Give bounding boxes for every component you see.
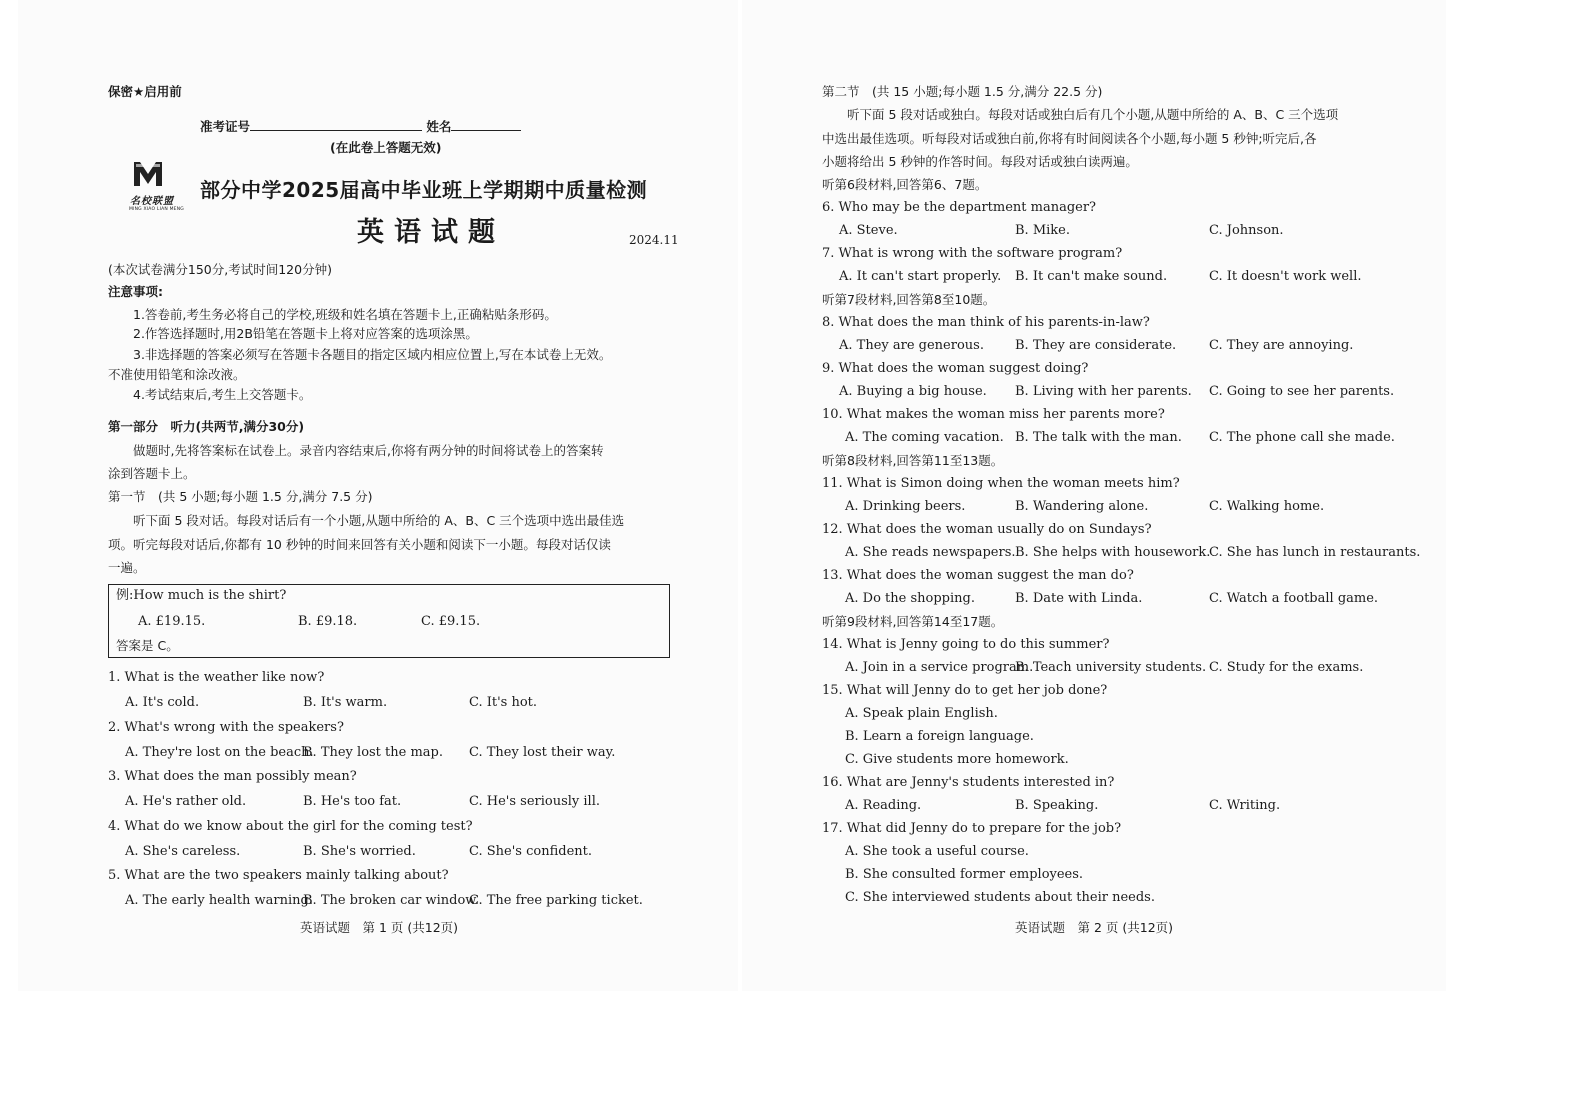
- logo-pinyin: MING XIAO LIAN MENG: [129, 207, 184, 212]
- question-11: 11. What is Simon doing when the woman meets him?: [822, 476, 1180, 491]
- q6-option-c[interactable]: C. Johnson.: [1209, 223, 1284, 238]
- candidate-id-row: [200, 118, 521, 136]
- q4-option-c[interactable]: C. She's confident.: [469, 844, 592, 859]
- section1-instr-2: 项。听完每段对话后,你都有 10 秒钟的时间来回答有关小题和阅读下一小题。每段对话仅读: [108, 537, 611, 552]
- section2-instr-3: 小题将给出 5 秒钟的作答时间。每段对话或独白读两遍。: [822, 154, 1138, 169]
- exam-info: (本次试卷满分150分,考试时间120分钟): [108, 262, 332, 277]
- q16-option-a[interactable]: A. Reading.: [845, 798, 922, 813]
- exam-date: 2024.11: [629, 233, 679, 247]
- q8-option-a[interactable]: A. They are generous.: [839, 338, 984, 353]
- example-answer: 答案是 C。: [116, 638, 179, 653]
- q6-option-b[interactable]: B. Mike.: [1015, 223, 1070, 238]
- notes-title: 注意事项:: [108, 284, 163, 299]
- question-3: 3. What does the man possibly mean?: [108, 769, 357, 784]
- q5-option-b[interactable]: B. The broken car window.: [303, 893, 480, 908]
- q2-option-c[interactable]: C. They lost their way.: [469, 745, 616, 760]
- section2-instr-2: 中选出最佳选项。听每段对话或独白前,你将有时间阅读各个小题,每小题 5 秒钟;听完后,各: [822, 131, 1317, 146]
- q4-option-a[interactable]: A. She's careless.: [125, 844, 241, 859]
- q10-option-b[interactable]: B. The talk with the man.: [1015, 430, 1182, 445]
- note-3: 3.非选择题的答案必须写在答题卡各题目的指定区域内相应位置上,写在本试卷上无效。: [133, 347, 612, 362]
- part1-title: 第一部分 听力(共两节,满分30分): [108, 419, 305, 434]
- subject-title: 英语试题: [357, 217, 505, 248]
- logo-text: 名校联盟: [130, 196, 174, 207]
- q14-option-c[interactable]: C. Study for the exams.: [1209, 660, 1364, 675]
- q9-option-b[interactable]: B. Living with her parents.: [1015, 384, 1192, 399]
- question-8: 8. What does the man think of his parents-in-law?: [822, 315, 1150, 330]
- question-9: 9. What does the woman suggest doing?: [822, 361, 1089, 376]
- q6-option-a[interactable]: A. Steve.: [839, 223, 898, 238]
- candidate-id-label: 准考证号: [200, 119, 251, 134]
- q13-option-c[interactable]: C. Watch a football game.: [1209, 591, 1379, 606]
- q13-option-a[interactable]: A. Do the shopping.: [845, 591, 975, 606]
- q11-option-c[interactable]: C. Walking home.: [1209, 499, 1325, 514]
- q12-option-a[interactable]: A. She reads newspapers.: [845, 545, 1016, 560]
- q7-option-a[interactable]: A. It can't start properly.: [839, 269, 1002, 284]
- q15-option-b[interactable]: B. Learn a foreign language.: [845, 729, 1034, 744]
- q12-option-b[interactable]: B. She helps with housework.: [1015, 545, 1211, 560]
- q3-option-a[interactable]: A. He's rather old.: [125, 794, 247, 809]
- exam-title: 部分中学2025届高中毕业班上学期期中质量检测: [200, 178, 648, 202]
- q10-option-c[interactable]: C. The phone call she made.: [1209, 430, 1395, 445]
- question-4: 4. What do we know about the girl for the coming test?: [108, 819, 473, 834]
- example-option-b: B. £9.18.: [298, 614, 358, 629]
- note-1: 1.答卷前,考生务必将自己的学校,班级和姓名填在答题卡上,正确粘贴条形码。: [133, 307, 557, 322]
- part1-instr-2: 涂到答题卡上。: [108, 466, 196, 481]
- q11-option-a[interactable]: A. Drinking beers.: [845, 499, 966, 514]
- q16-option-c[interactable]: C. Writing.: [1209, 798, 1281, 813]
- q2-option-a[interactable]: A. They're lost on the beach.: [125, 745, 314, 760]
- question-1: 1. What is the weather like now?: [108, 670, 325, 685]
- q10-option-a[interactable]: A. The coming vacation.: [845, 430, 1004, 445]
- q9-option-c[interactable]: C. Going to see her parents.: [1209, 384, 1395, 399]
- note-4: 4.考试结束后,考生上交答题卡。: [133, 387, 312, 402]
- q5-option-c[interactable]: C. The free parking ticket.: [469, 893, 643, 908]
- section2-instr-1: 听下面 5 段对话或独白。每段对话或独白后有几个小题,从题中所给的 A、B、C 三个选项: [847, 107, 1339, 122]
- q1-option-a[interactable]: A. It's cold.: [125, 695, 200, 710]
- q15-option-c[interactable]: C. Give students more homework.: [845, 752, 1069, 767]
- q17-option-a[interactable]: A. She took a useful course.: [845, 844, 1029, 859]
- question-12: 12. What does the woman usually do on Sundays?: [822, 522, 1152, 537]
- part1-instr-1: 做题时,先将答案标在试卷上。录音内容结束后,你将有两分钟的时间将试卷上的答案转: [133, 443, 604, 458]
- note-2: 2.作答选择题时,用2B铅笔在答题卡上将对应答案的选项涂黑。: [133, 326, 478, 341]
- name-blank[interactable]: [451, 118, 521, 131]
- candidate-id-blank[interactable]: [250, 118, 422, 131]
- section1-instr-1: 听下面 5 段对话。每段对话后有一个小题,从题中所给的 A、B、C 三个选项中选出最佳选: [133, 513, 625, 528]
- question-2: 2. What's wrong with the speakers?: [108, 720, 344, 735]
- q16-option-b[interactable]: B. Speaking.: [1015, 798, 1099, 813]
- question-6: 6. Who may be the department manager?: [822, 200, 1097, 215]
- q3-option-b[interactable]: B. He's too fat.: [303, 794, 402, 809]
- q5-option-a[interactable]: A. The early health warning.: [125, 893, 313, 908]
- q13-option-b[interactable]: B. Date with Linda.: [1015, 591, 1143, 606]
- example-option-a: A. £19.15.: [138, 614, 206, 629]
- material-8-label: 听第8段材料,回答第11至13题。: [822, 453, 1004, 468]
- school-alliance-logo: [128, 160, 196, 220]
- q17-option-b[interactable]: B. She consulted former employees.: [845, 867, 1084, 882]
- question-14: 14. What is Jenny going to do this summer?: [822, 637, 1110, 652]
- page-1-footer: 英语试题 第 1 页 (共12页): [300, 920, 459, 935]
- q1-option-c[interactable]: C. It's hot.: [469, 695, 538, 710]
- question-13: 13. What does the woman suggest the man do?: [822, 568, 1134, 583]
- section2-title: 第二节 (共 15 小题;每小题 1.5 分,满分 22.5 分): [822, 84, 1103, 99]
- q7-option-c[interactable]: C. It doesn't work well.: [1209, 269, 1362, 284]
- q4-option-b[interactable]: B. She's worried.: [303, 844, 416, 859]
- material-6-label: 听第6段材料,回答第6、7题。: [822, 177, 988, 192]
- q3-option-c[interactable]: C. He's seriously ill.: [469, 794, 601, 809]
- invalid-note: (在此卷上答题无效): [330, 140, 442, 155]
- question-10: 10. What makes the woman miss her parents more?: [822, 407, 1165, 422]
- example-question: 例:How much is the shirt?: [116, 588, 287, 603]
- q7-option-b[interactable]: B. It can't make sound.: [1015, 269, 1168, 284]
- q1-option-b[interactable]: B. It's warm.: [303, 695, 388, 710]
- name-label: 姓名: [426, 119, 452, 134]
- section1-instr-3: 一遍。: [108, 560, 146, 575]
- q14-option-a[interactable]: A. Join in a service program.: [845, 660, 1034, 675]
- q11-option-b[interactable]: B. Wandering alone.: [1015, 499, 1149, 514]
- q12-option-c[interactable]: C. She has lunch in restaurants.: [1209, 545, 1421, 560]
- q17-option-c[interactable]: C. She interviewed students about their needs.: [845, 890, 1155, 905]
- question-15: 15. What will Jenny do to get her job done?: [822, 683, 1108, 698]
- confidential-label: 保密★启用前: [108, 84, 182, 99]
- material-7-label: 听第7段材料,回答第8至10题。: [822, 292, 996, 307]
- q15-option-a[interactable]: A. Speak plain English.: [845, 706, 998, 721]
- example-option-c: C. £9.15.: [421, 614, 481, 629]
- q8-option-c[interactable]: C. They are annoying.: [1209, 338, 1354, 353]
- page-2-footer: 英语试题 第 2 页 (共12页): [1015, 920, 1174, 935]
- q14-option-b[interactable]: B. Teach university students.: [1015, 660, 1207, 675]
- question-16: 16. What are Jenny's students interested in?: [822, 775, 1115, 790]
- question-17: 17. What did Jenny do to prepare for the job?: [822, 821, 1122, 836]
- question-7: 7. What is wrong with the software program?: [822, 246, 1123, 261]
- material-9-label: 听第9段材料,回答第14至17题。: [822, 614, 1004, 629]
- q9-option-a[interactable]: A. Buying a big house.: [839, 384, 987, 399]
- note-3-cont: 不准使用铅笔和涂改液。: [108, 367, 246, 382]
- section1-title: 第一节 (共 5 小题;每小题 1.5 分,满分 7.5 分): [108, 489, 373, 504]
- q8-option-b[interactable]: B. They are considerate.: [1015, 338, 1177, 353]
- question-5: 5. What are the two speakers mainly talking about?: [108, 868, 449, 883]
- q2-option-b[interactable]: B. They lost the map.: [303, 745, 443, 760]
